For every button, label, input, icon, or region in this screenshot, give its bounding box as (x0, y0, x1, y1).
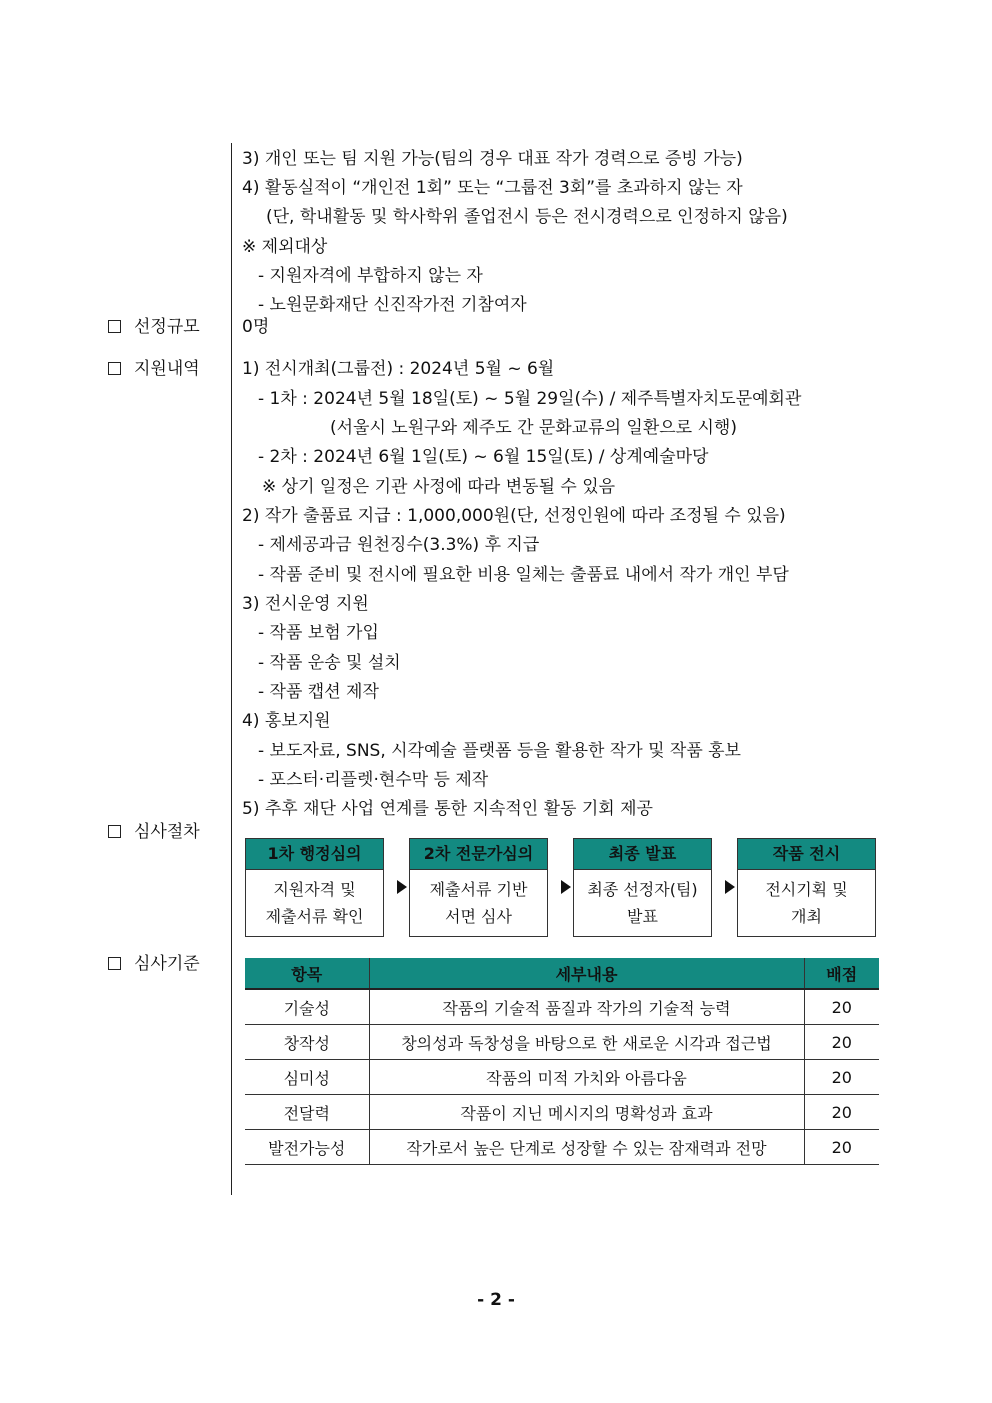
flow-step-title: 최종 발표 (574, 839, 711, 870)
eligibility-line: 3) 개인 또는 팀 지원 가능(팀의 경우 대표 작가 경력으로 증빙 가능) (242, 149, 743, 169)
flow-step-box (245, 838, 384, 937)
section-label-review: 심사절차 (108, 820, 200, 844)
flow-step-desc: 발표 (627, 907, 658, 926)
criteria-detail: 작품의 기술적 품질과 작가의 기술적 능력 (369, 989, 804, 1025)
support-line: - 작품 캡션 제작 (258, 682, 379, 702)
arrow-right-icon (397, 880, 407, 894)
flow-step-desc: 제출서류 확인 (265, 907, 364, 926)
selection-value: 0명 (242, 317, 270, 337)
flow-step-title: 2차 전문가심의 (410, 839, 547, 870)
support-line: - 작품 보험 가입 (258, 623, 379, 643)
support-line: 5) 추후 재단 사업 연계를 통한 지속적인 활동 기회 제공 (242, 799, 653, 819)
checkbox-square-icon (108, 362, 121, 375)
support-line: - 제세공과금 원천징수(3.3%) 후 지급 (258, 535, 540, 555)
support-line: - 2차 : 2024년 6월 1일(토) ~ 6월 15일(토) / 상계예술마당 (258, 447, 709, 467)
exclusion-heading: ※ 제외대상 (242, 237, 328, 257)
flow-step-box (573, 838, 712, 937)
criteria-table (245, 958, 879, 1165)
column-header: 항목 (245, 958, 369, 989)
criteria-detail: 창의성과 독창성을 바탕으로 한 새로운 시각과 접근법 (369, 1025, 804, 1060)
criteria-detail: 작품이 지닌 메시지의 명확성과 효과 (369, 1095, 804, 1130)
criteria-item: 기술성 (245, 989, 369, 1025)
support-line: 3) 전시운영 지원 (242, 594, 369, 614)
table-row (245, 989, 879, 1025)
eligibility-line: (단, 학내활동 및 학사학위 졸업전시 등은 전시경력으로 인정하지 않음) (266, 207, 788, 227)
exclusion-item: - 노원문화재단 신진작가전 기참여자 (258, 295, 527, 315)
arrow-right-icon (561, 880, 571, 894)
column-header: 세부내용 (369, 958, 804, 989)
support-line: - 작품 운송 및 설치 (258, 653, 401, 673)
criteria-item: 창작성 (245, 1025, 369, 1060)
support-line: 4) 홍보지원 (242, 711, 331, 731)
support-line: - 작품 준비 및 전시에 필요한 비용 일체는 출품료 내에서 작가 개인 부담 (258, 565, 789, 585)
flow-step-title: 1차 행정심의 (246, 839, 383, 870)
support-line: (서울시 노원구와 제주도 간 문화교류의 일환으로 시행) (330, 418, 737, 438)
flow-step-desc: 제출서류 기반 (429, 880, 528, 899)
criteria-header-row (245, 958, 879, 989)
checkbox-square-icon (108, 320, 121, 333)
flow-step-desc: 지원자격 및 (273, 880, 356, 899)
section-label-selection: 선정규모 (108, 315, 200, 339)
criteria-score: 20 (804, 1095, 879, 1130)
table-row (245, 1025, 879, 1060)
eligibility-line: 4) 활동실적이 “개인전 1회” 또는 “그룹전 3회”를 초과하지 않는 자 (242, 178, 743, 198)
criteria-item: 발전가능성 (245, 1130, 369, 1165)
support-line: 2) 작가 출품료 지급 : 1,000,000원(단, 선정인원에 따라 조정될 수 있음) (242, 506, 786, 526)
column-header: 배점 (804, 958, 879, 989)
section-label-support: 지원내역 (108, 357, 200, 381)
criteria-item: 심미성 (245, 1060, 369, 1095)
table-row (245, 1060, 879, 1095)
checkbox-square-icon (108, 825, 121, 838)
flow-step-desc: 개최 (791, 907, 822, 926)
criteria-detail: 작품의 미적 가치와 아름다움 (369, 1060, 804, 1095)
flow-step-desc: 서면 심사 (445, 907, 512, 926)
support-line: - 1차 : 2024년 5월 18일(토) ~ 5월 29일(수) / 제주특별자치도문예회관 (258, 389, 802, 409)
content-divider-line (231, 143, 232, 1195)
flow-step-box (737, 838, 876, 937)
criteria-item: 전달력 (245, 1095, 369, 1130)
criteria-score: 20 (804, 989, 879, 1025)
flow-step-title: 작품 전시 (738, 839, 875, 870)
criteria-score: 20 (804, 1025, 879, 1060)
flow-step-desc: 전시기획 및 (765, 880, 848, 899)
support-note: ※ 상기 일정은 기관 사정에 따라 변동될 수 있음 (262, 477, 616, 497)
exclusion-item: - 지원자격에 부합하지 않는 자 (258, 266, 483, 286)
table-row (245, 1095, 879, 1130)
table-row (245, 1130, 879, 1165)
flow-step-desc: 최종 선정자(팀) (587, 880, 698, 899)
arrow-right-icon (725, 880, 735, 894)
section-label-criteria: 심사기준 (108, 952, 200, 976)
support-line: 1) 전시개최(그룹전) : 2024년 5월 ~ 6월 (242, 359, 555, 379)
criteria-score: 20 (804, 1060, 879, 1095)
support-line: - 포스터·리플렛·현수막 등 제작 (258, 770, 489, 790)
criteria-detail: 작가로서 높은 단계로 성장할 수 있는 잠재력과 전망 (369, 1130, 804, 1165)
page-number: - 2 - (477, 1290, 515, 1310)
flow-step-box (409, 838, 548, 937)
checkbox-square-icon (108, 957, 121, 970)
review-process-flow (245, 838, 880, 937)
support-line: - 보도자료, SNS, 시각예술 플랫폼 등을 활용한 작가 및 작품 홍보 (258, 741, 741, 761)
criteria-score: 20 (804, 1130, 879, 1165)
